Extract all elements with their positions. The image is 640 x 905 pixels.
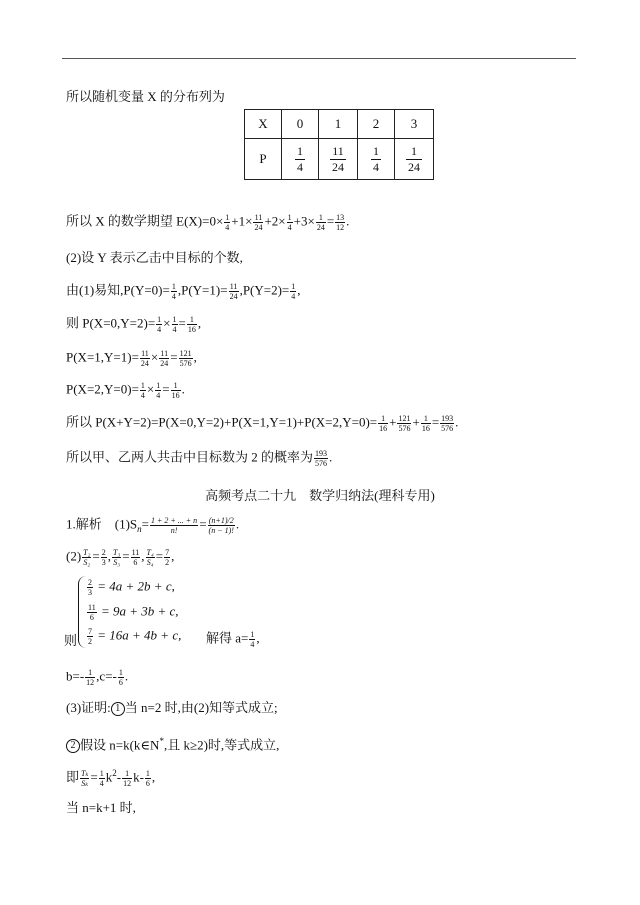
bc-line: b=- $\frac{1}{12}$ ,c=- $\frac{1}{6}$ . bbox=[66, 668, 129, 687]
s2-line: (2) $\frac{\text{T₂}}{\text{S₂}}$ = $\frac{2}{3}$ , $\frac{\text{T₃}}{\text{S₃}}$ = $\frac{11}{6}$ , $\frac{\text{T₄}}{\text{S₄}}$ = $\frac{7}{2}$ , bbox=[66, 548, 175, 567]
circled-number-1: 1 bbox=[111, 702, 125, 716]
section-title: 高频考点二十九 数学归纳法(理科专用) bbox=[205, 488, 435, 503]
table-row-p bbox=[245, 139, 434, 180]
part2-intro: (2)设 Y 表示乙击中目标的个数, bbox=[66, 250, 243, 265]
system-eq-2: $\frac{11}{6}$ = 9a + 3b + c, bbox=[88, 603, 179, 622]
proof-step-1: (3)证明: 1 当 n=2 时,由(2)知等式成立; bbox=[66, 700, 278, 715]
system-then: 则 bbox=[64, 633, 78, 648]
proof-step-2: 2 假设 n=k(k∈N*,且 k≥2)时,等式成立, bbox=[66, 733, 279, 753]
expectation-line: 所以 X 的数学期望 E(X)=0× $\frac{1}{4}$ +1× $\frac{11}{24}$ +2× $\frac{1}{4}$ +3× $\frac{1}{24}$ = $\frac{13}{12}$ . bbox=[66, 213, 350, 232]
p-value-3: $\frac{1}{24}$ bbox=[395, 139, 434, 180]
y-distribution-line: 由(1)易知,P(Y=0)= $\frac{1}{4}$ ,P(Y=1)= $\frac{11}{24}$ ,P(Y=2)= $\frac{1}{4}$ , bbox=[66, 282, 301, 301]
x-value-0: 0 bbox=[282, 110, 319, 139]
header-rule bbox=[62, 58, 576, 59]
solve-a-text: 解得 a= $\frac{1}{4}$ , bbox=[206, 630, 260, 649]
system-eq-1: $\frac{2}{3}$ = 4a + 2b + c, bbox=[88, 578, 175, 597]
next-step-line: 当 n=k+1 时, bbox=[66, 800, 136, 815]
psum-line: 所以 P(X+Y=2)=P(X=0,Y=2)+P(X=1,Y=1)+P(X=2,Y=0)= $\frac{1}{16}$ + $\frac{121}{576}$ + $\frac{1}{16}$ = $\frac{193}{576}$ . bbox=[66, 414, 459, 433]
p11-line: P(X=1,Y=1)= $\frac{11}{24}$ × $\frac{11}{24}$ = $\frac{121}{576}$ , bbox=[66, 349, 197, 368]
intro-text: 所以随机变量 X 的分布列为 bbox=[66, 89, 225, 104]
system-eq-3: $\frac{7}{2}$ = 16a + 4b + c, bbox=[88, 627, 182, 646]
p-value-0: $\frac{1}{4}$ bbox=[282, 139, 319, 180]
conclusion-line: 所以甲、乙两人共击中目标数为 2 的概率为 $\frac{193}{576}$ . bbox=[66, 449, 333, 468]
x-value-1: 1 bbox=[319, 110, 358, 139]
row-label-x: X bbox=[245, 110, 282, 139]
distribution-table bbox=[244, 109, 434, 180]
s1-line: 1.解析 $(1)S_n=$ $\frac{1 + 2 + ... + n}{n!}$ = $\frac{(n+1)/2}{(n - 1)!}$ . bbox=[66, 516, 240, 535]
x-value-2: 2 bbox=[358, 110, 395, 139]
table-row-x bbox=[245, 110, 434, 139]
p02-line: 则 P(X=0,Y=2)= $\frac{1}{4}$ × $\frac{1}{4}$ = $\frac{1}{16}$ , bbox=[66, 315, 202, 334]
p-value-1: $\frac{11}{24}$ bbox=[319, 139, 358, 180]
x-value-3: 3 bbox=[395, 110, 434, 139]
row-label-p: P bbox=[245, 139, 282, 180]
circled-number-2: 2 bbox=[66, 739, 80, 753]
induction-hypothesis-line: 即 $\frac{\text{Tₖ}}{\text{Sₖ}}$ = $\frac{1}{4}$ $k^2-$ $\frac{1}{12}$ k- $\frac{1}{6}$ , bbox=[66, 768, 156, 788]
p-value-2: $\frac{1}{4}$ bbox=[358, 139, 395, 180]
p20-line: P(X=2,Y=0)= $\frac{1}{4}$ × $\frac{1}{4}$ = $\frac{1}{16}$ . bbox=[66, 381, 185, 400]
